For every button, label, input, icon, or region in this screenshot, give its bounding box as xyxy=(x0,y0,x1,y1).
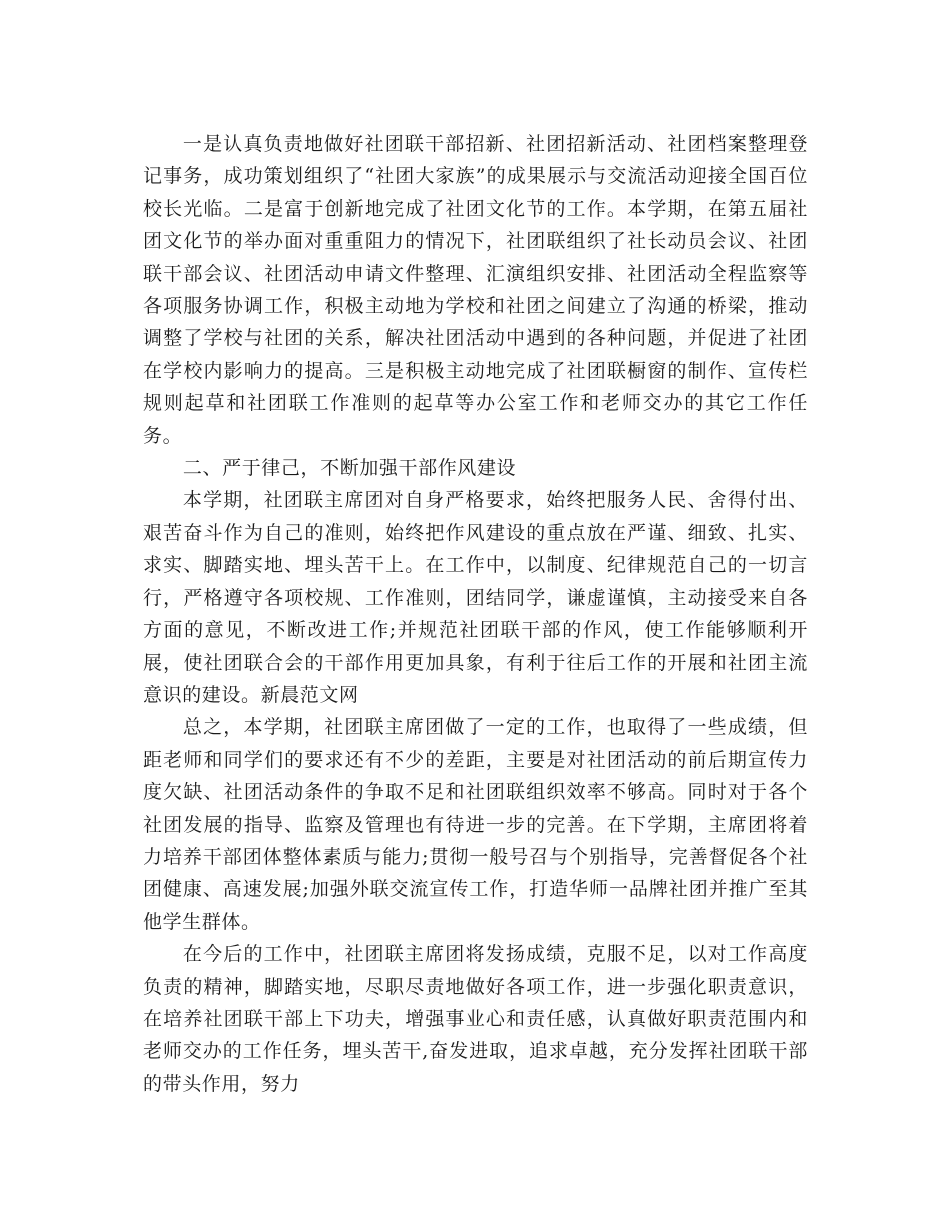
section-heading-discipline: 二、严于律己，不断加强干部作风建设 xyxy=(182,457,517,480)
paragraph-future-work: 在今后的工作中，社团联主席团将发扬成绩，克服不足，以对工作高度负责的精神，脚踏实地，尽职尽责地做好各项工作，进一步强化职责意识，在培养社团联干部上下功夫，增强事业心和责任感，认真做好职责范围内和老师交办的工作任务，埋头苦干,奋发进取，追求卓越，充分发挥社团联干部的带头作用，努力 xyxy=(143,943,808,1095)
document-page xyxy=(143,128,808,1100)
paragraph-conclusion: 总之，本学期，社团联主席团做了一定的工作，也取得了一些成绩，但距老师和同学们的要求还有不少的差距，主要是对社团活动的前后期宣传力度欠缺、社团活动条件的争取不足和社团联组织效率不够高。同时对于各个社团发展的指导、监察及管理也有待进一步的完善。在下学期，主席团将着力培养干部团体整体素质与能力;贯彻一般号召与个别指导，完善督促各个社团健康、高速发展;加强外联交流宣传工作，打造华师一品牌社团并推广至其他学生群体。 xyxy=(143,716,808,933)
paragraph-work-summary: 一是认真负责地做好社团联干部招新、社团招新活动、社团档案整理登记事务，成功策划组织了“社团大家族”的成果展示与交流活动迎接全国百位校长光临。二是富于创新地完成了社团文化节的工作。本学期，在第五届社团文化节的举办面对重重阻力的情况下，社团联组织了社长动员会议、社团联干部会议、社团活动申请文件整理、汇演组织安排、社团活动全程监察等各项服务协调工作，积极主动地为学校和社团之间建立了沟通的桥梁，推动调整了学校与社团的关系，解决社团活动中遇到的各种问题，并促进了社团在学校内影响力的提高。三是积极主动地完成了社团联橱窗的制作、宣传栏规则起草和社团联工作准则的起草等办公室工作和老师交办的其它工作任务。 xyxy=(143,133,808,447)
paragraph-discipline: 本学期，社团联主席团对自身严格要求，始终把服务人民、舍得付出、艰苦奋斗作为自己的准则，始终把作风建设的重点放在严谨、细致、扎实、求实、脚踏实地、埋头苦干上。在工作中，以制度、纪律规范自己的一切言行，严格遵守各项校规、工作准则，团结同学，谦虚谨慎，主动接受来自各方面的意见，不断改进工作;并规范社团联干部的作风，使工作能够顺利开展，使社团联合会的干部作用更加具象，有利于往后工作的开展和社团主流意识的建设。新晨范文网 xyxy=(143,489,808,706)
